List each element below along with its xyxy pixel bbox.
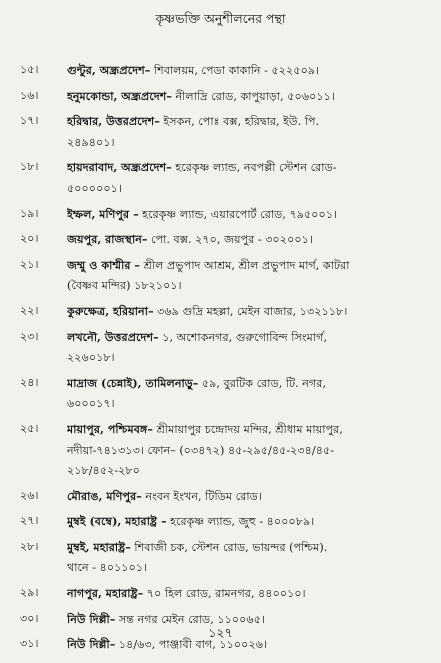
- entry-line: [67, 537, 429, 559]
- entry-line: [67, 157, 429, 179]
- entry-address-text: থানে - ৪০১১০১।: [67, 561, 148, 575]
- entry-number: ১৮।: [20, 160, 39, 174]
- entry-line: [67, 511, 429, 533]
- address-entry: [0, 60, 441, 82]
- entry-place: হায়দরাবাদ, অন্ধ্রপ্রদেশ–: [67, 160, 172, 175]
- entry-line: [67, 301, 429, 323]
- entry-line: [67, 276, 429, 297]
- entry-place: নিউ দিল্লী–: [67, 611, 116, 626]
- entry-number: ১৭।: [20, 114, 39, 128]
- address-entry: [0, 373, 441, 415]
- entry-line: [67, 133, 429, 154]
- entry-place: মুম্বই (বম্বে), মহারাষ্ট্র –: [67, 514, 167, 529]
- entry-number: ২৮।: [20, 539, 39, 553]
- entry-place: জম্মু ও কাশ্মীর –: [67, 257, 140, 272]
- address-entry: [0, 419, 441, 482]
- entry-line: [67, 461, 429, 482]
- entry-number: ৩০।: [20, 611, 39, 625]
- address-entry: [0, 204, 441, 226]
- entry-number: ১৫।: [20, 63, 39, 76]
- entry-address-text: পো. বক্স. ২৭০, জয়পুর - ৩০২০০১।: [147, 233, 313, 247]
- address-entry: [0, 327, 441, 369]
- entry-line: [67, 255, 429, 277]
- entry-address-text: নংবন ইংখন, টিডিম রোড।: [141, 489, 262, 503]
- entry-address-text: ১৪/৬৩, পাঞ্জাবী বাগ, ১১০০২৬।: [115, 638, 267, 652]
- address-entry: [0, 111, 441, 153]
- address-entry: [0, 583, 441, 605]
- entry-number: ৩১।: [20, 637, 39, 651]
- entry-place: মুম্বই, মহারাষ্ট্র–: [67, 539, 131, 554]
- entry-address-text: ২৪৯৪০১।: [67, 135, 115, 149]
- entry-place: নাগপুর, মহারাষ্ট্র–: [67, 586, 144, 601]
- entry-place: মাদ্রাজ (চেন্নাই), তামিলনাড়ু–: [67, 375, 199, 390]
- entry-address-text: ইসকন, পোঃ বক্স, হরিদ্বার, ইউ. পি.: [159, 115, 320, 129]
- address-entry: [0, 157, 441, 199]
- entry-line: [67, 111, 429, 133]
- entry-line: [67, 394, 429, 415]
- entry-place: জয়পুর, রাজস্থান–: [67, 232, 148, 247]
- entry-number: ১৯।: [20, 206, 39, 220]
- entry-address-text: সন্ত নগর মেইন রোড, ১১০০৬৫।: [115, 612, 265, 626]
- entry-line: [67, 558, 429, 579]
- entry-line: [67, 86, 429, 108]
- entry-address-text: ৫৯, বুরটিক রোড, টি. নগর,: [198, 376, 327, 390]
- entry-place: মৌরাঙ, মণিপুর–: [67, 488, 142, 503]
- entry-line: [67, 204, 429, 226]
- entry-address-text: শিবাজী চক, স্টেশন রোড, ভায়ন্দর (পশ্চিম).: [130, 540, 328, 554]
- entry-number: ২৯।: [20, 586, 39, 600]
- entry-address-text: হরেকৃষ্ণ ল্যান্ড, নবপল্লী স্টেশন রোড-: [171, 161, 337, 175]
- address-entry: [0, 301, 441, 323]
- entry-address-text: ৩৬৯ গুদ্রি মহল্লা, মেইন বাজার, ১৩২১১৮।: [153, 304, 348, 318]
- entry-place: লখনৌ, উত্তরপ্রদেশ–: [67, 329, 159, 344]
- address-entry: [0, 486, 441, 508]
- entry-line: [67, 348, 429, 369]
- entry-number: ২৬।: [20, 488, 39, 502]
- address-entry: [0, 86, 441, 108]
- entry-place: ইম্ফল, মণিপুর –: [67, 206, 139, 221]
- entry-address-text: ৫০০০০০১।: [67, 181, 122, 195]
- entry-place: মায়াপুর, পশ্চিমবঙ্গ–: [67, 421, 153, 436]
- address-entry: [0, 229, 441, 251]
- page-header-title: কৃষ্ণভক্তি অনুশীলনের পন্থা: [155, 11, 286, 26]
- entry-address-text: ১, অশোকনগর, গুরুগোবিন্দ সিংমার্গ,: [158, 330, 328, 344]
- entry-line: [67, 327, 429, 349]
- entry-line: [67, 373, 429, 395]
- entry-line: [67, 419, 429, 441]
- entry-address-text: হরেকৃষ্ণ ল্যান্ড, জুহু - ৪০০০৮৯।: [166, 515, 315, 529]
- entry-number: ২৪।: [20, 375, 39, 389]
- page-number: ১২৭: [208, 625, 233, 640]
- entry-address-text: নদীয়া-৭৪১৩১৩। ফোন– (০৩৪৭২) ৪৫-২৯৫/৪৫-২৩৪/৪৫-: [67, 443, 334, 457]
- address-list: [0, 60, 441, 660]
- entry-number: ২৩।: [20, 329, 39, 343]
- entry-address-text: (বৈষ্ণব মন্দির) ১৮২১০১।: [67, 279, 182, 293]
- entry-place: কুরুক্ষেত্র, হরিয়ানা–: [67, 303, 154, 318]
- entry-place: হনুমকোন্ডা, অন্ধ্রপ্রদেশ–: [67, 88, 172, 103]
- entry-line: [67, 486, 429, 508]
- entry-number: ১৬।: [20, 88, 39, 102]
- entry-place: গুন্টুর, অন্ধ্রপ্রদেশ–: [67, 63, 151, 77]
- entry-address-text: ২১৮/৪৫২-২৮০: [67, 464, 140, 478]
- entry-number: ২১।: [20, 257, 39, 271]
- entry-place: হরিদ্বার, উত্তরপ্রদেশ–: [67, 114, 160, 129]
- entry-line: [67, 441, 429, 462]
- entry-line: [67, 60, 429, 82]
- entry-address-text: শ্রীল প্রভুপাদ আশ্রম, শ্রীল প্রভুপাদ মার্গ, কাটরা: [139, 258, 350, 272]
- entry-number: ২২।: [20, 303, 39, 317]
- entry-number: ২৭।: [20, 514, 39, 528]
- entry-address-text: নীলাদ্রি রোড, কাপুয়াড়া, ৫০৬০১১।: [171, 89, 335, 103]
- entry-address-text: শিবালয়ম, পেডা কাকানি - ৫২২৫০৯।: [150, 64, 320, 77]
- entry-address-text: ৬০০০১৭।: [67, 397, 115, 411]
- entry-number: ২০।: [20, 232, 39, 246]
- entry-address-text: হরেকৃষ্ণ ল্যান্ড, এয়ারপোর্ট রোড, ৭৯৫০০১।: [138, 207, 338, 221]
- entry-address-text: শ্রীমায়াপুর চন্দ্রোদয় মন্দির, শ্রীধাম মায়াপুর,: [152, 422, 343, 436]
- entry-line: [67, 179, 429, 200]
- address-entry: [0, 537, 441, 579]
- entry-number: ২৫।: [20, 421, 39, 435]
- entry-address-text: ২২৬০১৮।: [67, 351, 115, 365]
- address-entry: [0, 255, 441, 297]
- entry-line: [67, 583, 429, 605]
- entry-address-text: ৭০ হিল রোড, রামনগর, ৪৪০০১০।: [143, 587, 306, 601]
- entry-line: [67, 229, 429, 251]
- entry-place: নিউ দিল্লী–: [67, 637, 116, 652]
- address-entry: [0, 511, 441, 533]
